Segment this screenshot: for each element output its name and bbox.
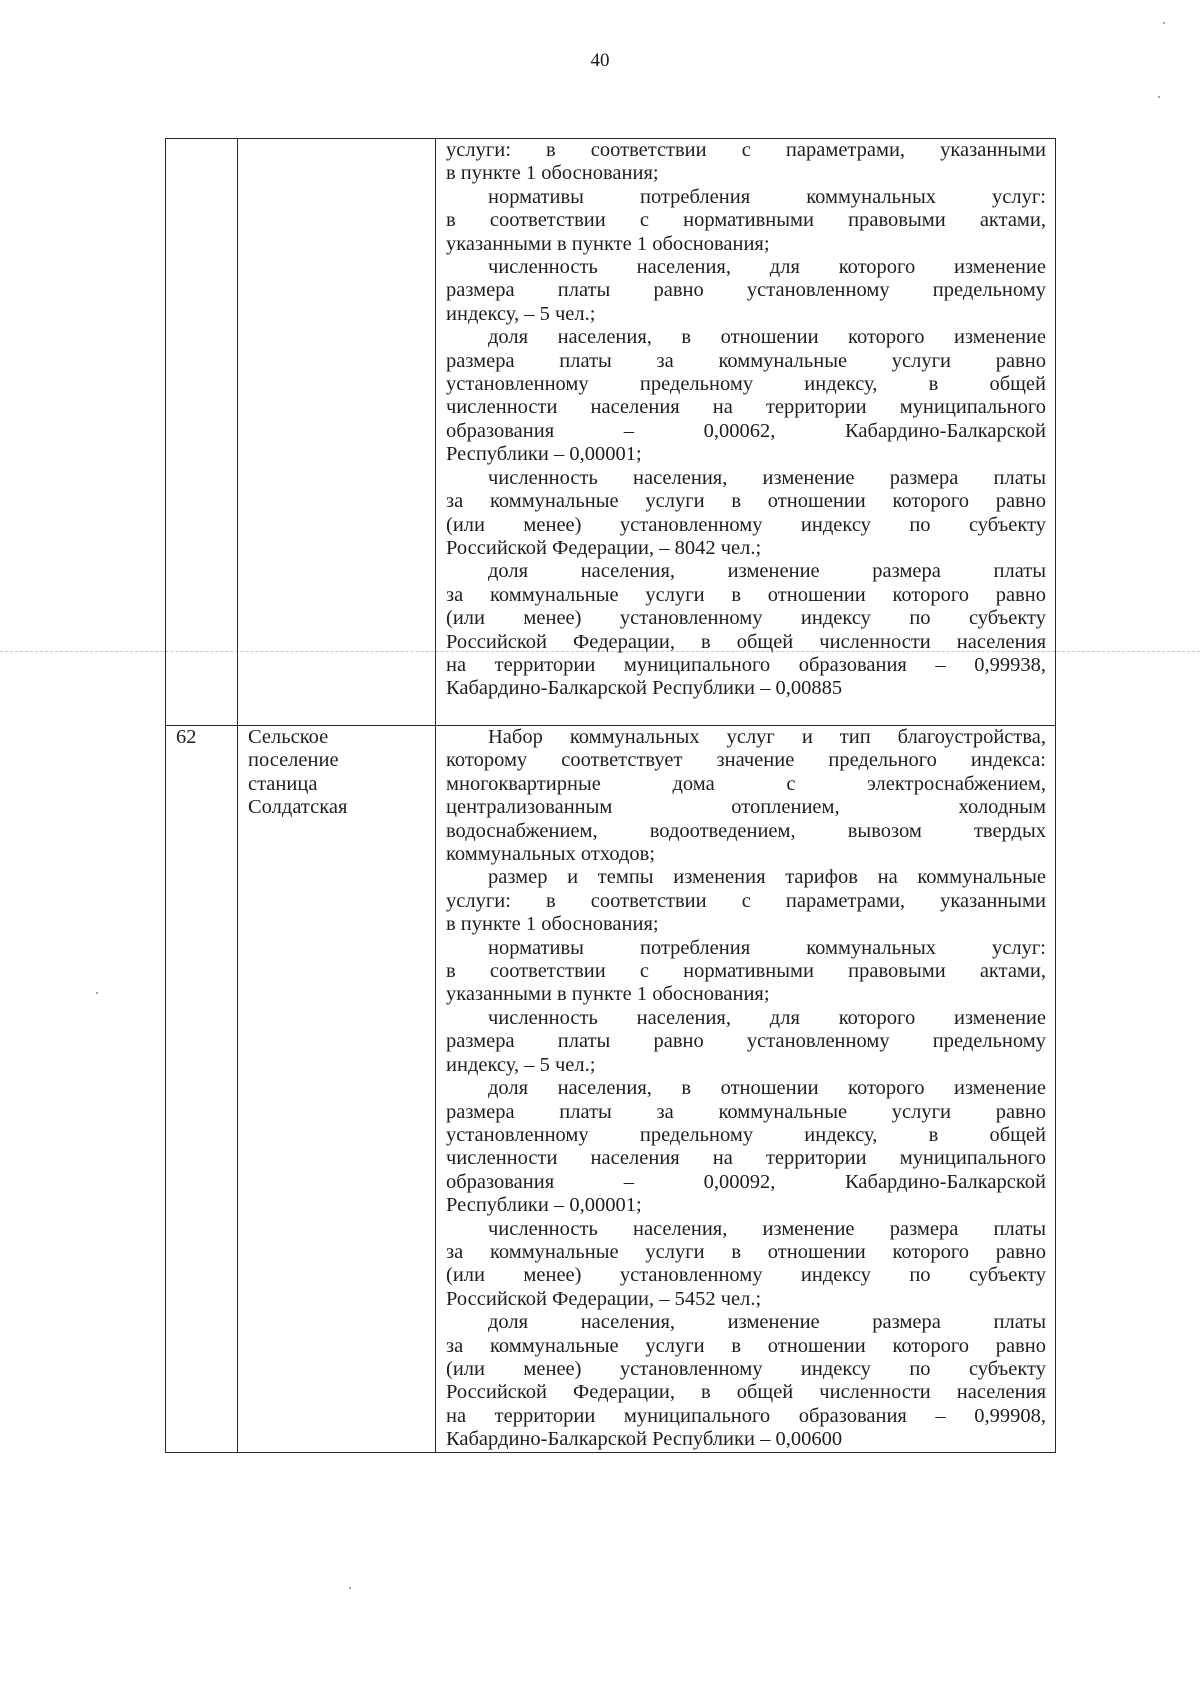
paragraph-line: (или менее) установленному индексу по субъекту <box>446 1264 1046 1287</box>
paragraph-line: численности населения на территории муниципального <box>446 1147 1046 1170</box>
paragraph-line: за коммунальные услуги в отношении которого равно <box>446 490 1046 513</box>
paragraph-line: Кабардино-Балкарской Республики – 0,00885 <box>446 677 843 700</box>
paragraph-line: размера платы равно установленному предельному <box>446 279 1046 302</box>
paragraph-line: в пункте 1 обоснования; <box>446 913 659 936</box>
paragraph-line: Набор коммунальных услуг и тип благоустройства, <box>488 726 1046 748</box>
paragraph-line: образования – 0,00062, Кабардино-Балкарской <box>446 419 1046 442</box>
paragraph-line: численность населения, для которого изменение <box>488 256 1046 279</box>
page-number: 40 <box>590 50 610 71</box>
row-number-cell <box>166 139 238 726</box>
paragraph-line: на территории муниципального образования – 0,99908, <box>446 1404 1046 1427</box>
paragraph-line: в соответствии с нормативными правовыми актами, <box>446 209 1046 232</box>
paragraph-line: нормативы потребления коммунальных услуг: <box>488 185 1046 208</box>
paragraph-line: услуги: в соответствии с параметрами, указанными <box>446 889 1046 912</box>
paragraph-line: размера платы за коммунальные услуги равно <box>446 349 1046 372</box>
paragraph-line: централизованным отоплением, холодным <box>446 796 1046 819</box>
paragraph-line: численность населения, для которого изменение <box>488 1006 1046 1029</box>
paragraph-line: размера платы за коммунальные услуги равно <box>446 1100 1046 1123</box>
paragraph-line: численность населения, изменение размера платы <box>488 1217 1046 1240</box>
scan-speck <box>349 1587 351 1589</box>
paragraph-line: Кабардино-Балкарской Республики – 0,00600 <box>446 1428 843 1451</box>
paragraph-line: доля населения, в отношении которого изменение <box>488 1077 1046 1100</box>
paragraph-line: указанными в пункте 1 обоснования; <box>446 232 770 255</box>
paragraph-line: (или менее) установленному индексу по субъекту <box>446 513 1046 536</box>
paragraph-line: указанными в пункте 1 обоснования; <box>446 983 770 1006</box>
settlement-name-cell <box>238 139 436 726</box>
table-row <box>166 139 1056 726</box>
paragraph-line: Республики – 0,00001; <box>446 1194 642 1217</box>
paragraph-line: численности населения на территории муниципального <box>446 396 1046 419</box>
paragraph-line: за коммунальные услуги в отношении которого равно <box>446 1334 1046 1357</box>
paragraph-line: Российской Федерации, – 5452 чел.; <box>446 1287 762 1310</box>
settlement-name-cell <box>238 726 436 1453</box>
paragraph-line: коммунальных отходов; <box>446 843 656 866</box>
table-row <box>166 726 1056 1453</box>
paragraph-line: индексу, – 5 чел.; <box>446 302 596 325</box>
description-text <box>446 726 1046 1452</box>
paragraph-line: многоквартирные дома с электроснабжением, <box>446 772 1046 795</box>
paragraph-line: которому соответствует значение предельного индекса: <box>446 749 1046 772</box>
settlement-name-line: Солдатская <box>248 796 348 819</box>
paragraph-line: Республики – 0,00001; <box>446 443 642 466</box>
paragraph-line: за коммунальные услуги в отношении которого равно <box>446 1240 1046 1263</box>
description-cell <box>436 139 1056 726</box>
scan-speck <box>96 992 98 994</box>
paragraph-line: в соответствии с нормативными правовыми актами, <box>446 960 1046 983</box>
paragraph-line: нормативы потребления коммунальных услуг: <box>488 936 1046 959</box>
settlement-name-line: станица <box>248 772 318 795</box>
paragraph-line: (или менее) установленному индексу по субъекту <box>446 1357 1046 1380</box>
paragraph-line: размера платы равно установленному предельному <box>446 1030 1046 1053</box>
paragraph-line: Российской Федерации, в общей численности населения <box>446 1381 1046 1404</box>
paragraph-line: (или менее) установленному индексу по субъекту <box>446 607 1046 630</box>
settlement-name-line: Сельское <box>248 726 329 748</box>
paragraph-line: индексу, – 5 чел.; <box>446 1053 596 1076</box>
paragraph-line: установленному предельному индексу, в общей <box>446 1123 1046 1146</box>
description-cell <box>436 726 1056 1453</box>
scan-speck <box>1158 96 1160 98</box>
paragraph-line: водоснабжением, водоотведением, вывозом твердых <box>446 819 1046 842</box>
paragraph-line: доля населения, в отношении которого изменение <box>488 326 1046 349</box>
paragraph-line: доля населения, изменение размера платы <box>488 1311 1046 1334</box>
paragraph-line: за коммунальные услуги в отношении которого равно <box>446 583 1046 606</box>
scan-speck <box>1163 22 1165 24</box>
paragraph-line: доля населения, изменение размера платы <box>488 560 1046 583</box>
indices-table <box>165 138 1056 1453</box>
paragraph-line: численность населения, изменение размера платы <box>488 466 1046 489</box>
paragraph-line: в пункте 1 обоснования; <box>446 162 659 185</box>
row-number-cell: 62 <box>166 726 238 1453</box>
paragraph-line: Российской Федерации, в общей численности населения <box>446 630 1046 653</box>
paragraph-line: установленному предельному индексу, в общей <box>446 373 1046 396</box>
paragraph-line: образования – 0,00092, Кабардино-Балкарской <box>446 1170 1046 1193</box>
paragraph-line: Российской Федерации, – 8042 чел.; <box>446 536 762 559</box>
paragraph-line: услуги: в соответствии с параметрами, указанными <box>446 139 1046 161</box>
settlement-name-line: поселение <box>248 749 339 772</box>
paragraph-line: на территории муниципального образования – 0,99938, <box>446 653 1046 676</box>
description-text <box>446 139 1046 701</box>
paragraph-line: размер и темпы изменения тарифов на коммунальные <box>488 866 1046 889</box>
